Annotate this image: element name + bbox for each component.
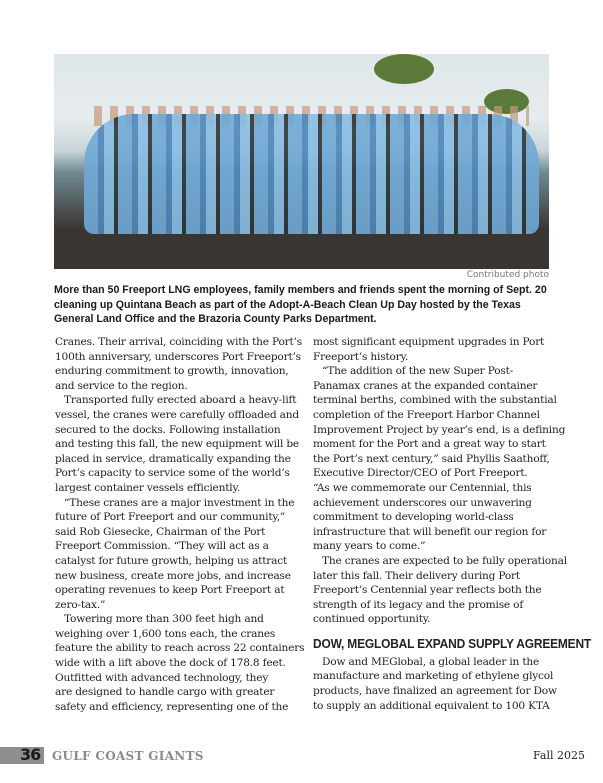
- article-column-2: [313, 335, 592, 713]
- photo-credit: Contributed photo: [466, 270, 549, 280]
- text-line: completion of the Freeport Harbor Channel: [313, 408, 540, 421]
- text-line: the Port’s next century,” said Phyllis Saathoff,: [313, 452, 550, 465]
- text-line: Port’s capacity to service some of the world’s: [55, 467, 290, 480]
- text-line: operating revenues to keep Port Freeport at: [55, 584, 285, 597]
- text-line: Transported fully erected aboard a heavy-lift: [64, 394, 297, 407]
- text-line: “The addition of the new Super Post-: [322, 365, 514, 378]
- text-line: wide with a lift above the dock of 178.8 feet.: [55, 657, 286, 670]
- text-line: terminal berths, combined with the substantial: [313, 394, 557, 407]
- text-line: most significant equipment upgrades in Port: [313, 336, 545, 348]
- text-line: later this fall. Their delivery during Port: [313, 569, 520, 582]
- text-line: and service to the region.: [55, 379, 188, 392]
- text-line: Towering more than 300 feet high and: [64, 613, 264, 626]
- text-line: Freeport Commission. “They will act as a: [55, 540, 269, 553]
- section-heading: DOW, MEGLOBAL EXPAND SUPPLY AGREEMENT: [313, 635, 592, 651]
- paragraph: [313, 335, 553, 364]
- text-line: products, have finalized an agreement for Dow: [313, 685, 557, 698]
- text-line: vessel, the cranes were carefully offloaded and: [55, 408, 299, 421]
- text-line: weighing over 1,600 tons each, the cranes: [55, 627, 276, 640]
- page-number: 36: [20, 745, 41, 764]
- paragraph: [313, 655, 557, 713]
- text-line: feature the ability to reach across 22 containers: [55, 642, 305, 655]
- text-line: and testing this fall, the new equipment will be: [55, 438, 299, 451]
- text-line: “These cranes are a major investment in the: [64, 496, 295, 509]
- text-line: manufacture and marketing of ethylene glycol: [313, 670, 554, 683]
- text-line: continued opportunity.: [313, 613, 431, 626]
- text-line: said Rob Giesecke, Chairman of the Port: [55, 525, 266, 538]
- palm-tree: [374, 54, 434, 84]
- text-line: moment for the Port and a great way to start: [313, 438, 546, 451]
- text-line: infrastructure that will benefit our region for: [313, 525, 547, 538]
- text-line: achievement underscores our unwavering: [313, 496, 532, 509]
- text-line: are designed to handle cargo with greater: [55, 686, 275, 699]
- text-line: Executive Director/CEO of Port Freeport.: [313, 467, 528, 480]
- paragraph: [55, 612, 305, 714]
- text-line: largest container vessels efficiently.: [55, 481, 240, 494]
- text-line: zero-tax.”: [55, 598, 106, 611]
- text-line: Cranes. Their arrival, coinciding with the Port’s: [55, 336, 302, 348]
- text-line: safety and efficiency, representing one of the: [55, 700, 289, 713]
- text-line: Freeport’s Centennial year reflects both the: [313, 584, 542, 597]
- volunteer-crowd: [84, 114, 539, 234]
- text-line: to supply an additional equivalent to 100 KTA: [313, 699, 550, 712]
- text-line: new business, create more jobs, and increase: [55, 569, 291, 582]
- magazine-title: GULF COAST GIANTS: [52, 749, 204, 763]
- text-line: Dow and MEGlobal, a global leader in the: [322, 655, 540, 668]
- photo-caption: More than 50 Freeport LNG employees, family members and friends spent the morning of Sept. 20 cleaning up Quintana Beach as part of the Adopt-A-Beach Clean Up Day hosted by the Texas General Land Office and the Brazoria County Parks Department.: [54, 284, 547, 325]
- article-column-1: [55, 335, 305, 714]
- paragraph: [313, 554, 567, 627]
- paragraph: [313, 364, 566, 554]
- text-line: commitment to developing world-class: [313, 511, 514, 524]
- text-line: placed in service, dramatically expanding the: [55, 452, 291, 465]
- text-line: Freeport’s history.: [313, 350, 409, 363]
- text-line: strength of its legacy and the promise of: [313, 598, 524, 611]
- text-line: “As we commemorate our Centennial, this: [313, 481, 532, 494]
- paragraph: [55, 335, 302, 393]
- boardwalk: [54, 229, 549, 269]
- issue-date: Fall 2025: [533, 749, 585, 762]
- text-line: 100th anniversary, underscores Port Freeport’s: [55, 350, 301, 363]
- text-line: Panamax cranes at the expanded container: [313, 379, 538, 392]
- paragraph: [55, 496, 295, 613]
- text-line: Improvement Project by year’s end, is a defining: [313, 423, 566, 436]
- text-line: secured to the docks. Following installation: [55, 423, 281, 436]
- group-photo: [54, 54, 549, 269]
- text-line: enduring commitment to growth, innovation,: [55, 365, 289, 378]
- text-line: many years to come.”: [313, 540, 426, 553]
- text-line: The cranes are expected to be fully operational: [322, 554, 567, 567]
- text-line: Outfitted with advanced technology, they: [55, 671, 269, 684]
- text-line: future of Port Freeport and our community,”: [55, 511, 286, 524]
- paragraph: [55, 393, 299, 495]
- text-line: catalyst for future growth, helping us attract: [55, 554, 288, 567]
